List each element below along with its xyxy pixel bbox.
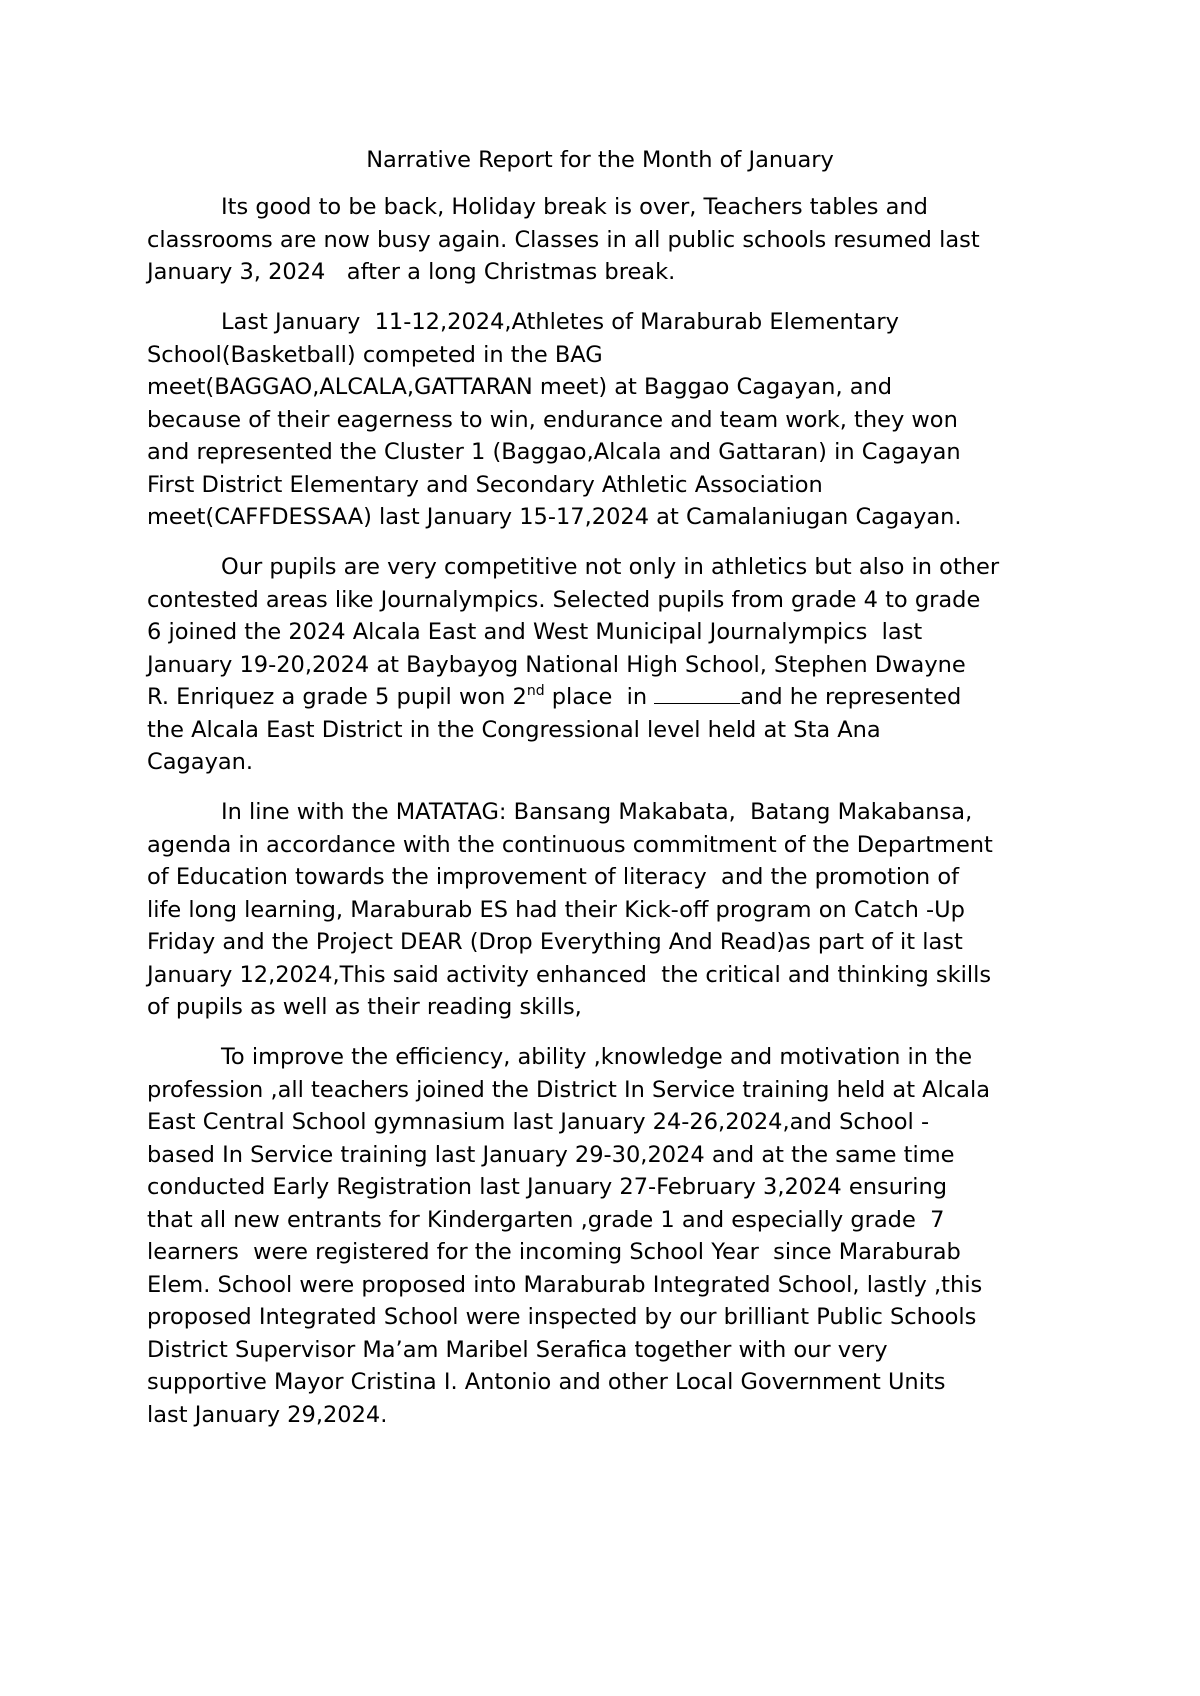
paragraph-3-line-2: contested areas like Journalympics. Selected pupils from grade 4 to grade [147,587,981,613]
paragraph-4-line-6: January 12,2024,This said activity enhanced the critical and thinking skills [147,962,992,988]
line-text-middle: place in [544,684,655,710]
paragraph-1-line-1: Its good to be back, Holiday break is over, Teachers tables and [221,194,928,220]
paragraph-5-line-7: learners were registered for the incoming School Year since Maraburab [147,1239,961,1265]
paragraph-4-line-4: life long learning, Maraburab ES had their Kick-off program on Catch -Up [147,897,965,923]
paragraph-5-line-8: Elem. School were proposed into Maraburab Integrated School, lastly ,this [147,1272,983,1298]
paragraph-5-line-3: East Central School gymnasium last January 24-26,2024,and School - [147,1109,930,1135]
paragraph-2-line-4: because of their eagerness to win, endurance and team work, they won [147,407,958,433]
paragraph-5-line-9: proposed Integrated School were inspected by our brilliant Public Schools [147,1304,977,1330]
paragraph-4-line-2: agenda in accordance with the continuous commitment of the Department [147,832,993,858]
paragraph-2-line-7: meet(CAFFDESSAA) last January 15-17,2024 at Camalaniugan Cagayan. [147,504,962,530]
paragraph-4-line-1: In line with the MATATAG: Bansang Makabata, Batang Makabansa, [221,799,973,825]
line-text-end: and he represented [740,684,962,710]
paragraph-2-line-1: Last January 11-12,2024,Athletes of Maraburab Elementary [221,309,899,335]
paragraph-5-line-6: that all new entrants for Kindergarten ,grade 1 and especially grade 7 [147,1207,945,1233]
paragraph-3-line-5 [147,681,961,713]
paragraph-5-line-11: supportive Mayor Cristina I. Antonio and other Local Government Units [147,1369,946,1395]
paragraph-3-line-4: January 19-20,2024 at Baybayog National High School, Stephen Dwayne [147,652,966,678]
paragraph-1-line-2: classrooms are now busy again. Classes in all public schools resumed last [147,227,980,253]
document-title: Narrative Report for the Month of January [366,147,834,173]
paragraph-5-line-5: conducted Early Registration last January 27-February 3,2024 ensuring [147,1174,948,1200]
paragraph-5-line-10: District Supervisor Ma’am Maribel Serafica together with our very [147,1337,888,1363]
paragraph-3-line-3: 6 joined the 2024 Alcala East and West Municipal Journalympics last [147,619,923,645]
paragraph-2-line-5: and represented the Cluster 1 (Baggao,Alcala and Gattaran) in Cagayan [147,439,961,465]
paragraph-5-line-1: To improve the efficiency, ability ,knowledge and motivation in the [221,1044,973,1070]
paragraph-5-line-2: profession ,all teachers joined the District In Service training held at Alcala [147,1077,991,1103]
paragraph-3-line-1: Our pupils are very competitive not only in athletics but also in other [221,554,1000,580]
paragraph-4-line-7: of pupils as well as their reading skills, [147,994,582,1020]
paragraph-1-line-3: January 3, 2024 after a long Christmas break. [147,259,676,285]
paragraph-2-line-3: meet(BAGGAO,ALCALA,GATTARAN meet) at Baggao Cagayan, and [147,374,893,400]
paragraph-5-line-4: based In Service training last January 29-30,2024 and at the same time [147,1142,955,1168]
ordinal-suffix: nd [526,683,545,699]
fill-in-blank [654,683,740,704]
paragraph-3-line-6: the Alcala East District in the Congressional level held at Sta Ana [147,717,881,743]
paragraph-4-line-3: of Education towards the improvement of literacy and the promotion of [147,864,960,890]
paragraph-3-line-7: Cagayan. [147,749,254,775]
paragraph-2-line-2: School(Basketball) competed in the BAG [147,342,603,368]
line-text-start: R. Enriquez a grade 5 pupil won 2 [147,684,527,710]
paragraph-4-line-5: Friday and the Project DEAR (Drop Everything And Read)as part of it last [147,929,963,955]
paragraph-2-line-6: First District Elementary and Secondary Athletic Association [147,472,823,498]
paragraph-5-line-12: last January 29,2024. [147,1402,388,1428]
